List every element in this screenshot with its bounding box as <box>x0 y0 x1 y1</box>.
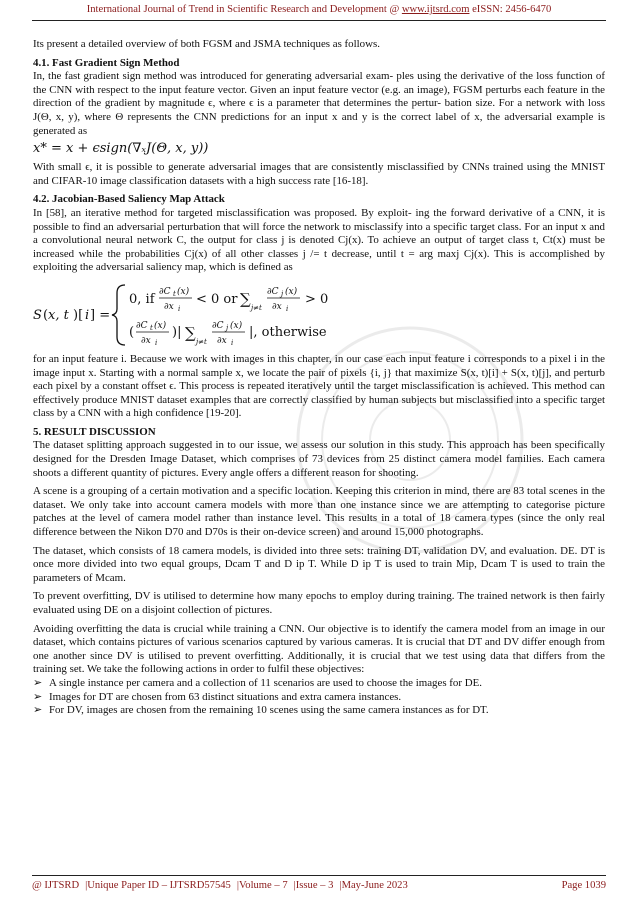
list-item <box>33 691 605 705</box>
section-5-paragraph-2: A scene is a grouping of a certain motivation and a specific location. Keeping this criterion in mind, there are 83 total scenes in the dataset. We only take into account camera models with more than one instance since we are attempting to categorise picture patches at the level of camera model rather than instance level. This results in a total of 18 camera types (since the only real difference between the Nikon D70 and D70s is their on-device screen) and around 15,000 photographs. <box>33 485 605 539</box>
header-rule <box>32 20 606 21</box>
footer-paper-id: Unique Paper ID – IJTSRD57545 <box>87 880 231 891</box>
section-4-2-heading: 4.2. Jacobian-Based Saliency Map Attack <box>33 193 225 206</box>
svg-text:(x): (x) <box>154 320 167 331</box>
svg-text:j≠t: j≠t <box>196 337 207 346</box>
section-4-2-paragraph-2: for an input feature i. Because we work with images in this chapter, in our case each input feature i corresponds to a pixel i in the image input x. Starting with a normal sample x, we locate the pair of pixels {i, j} that maximize S(x, t)[i] + S(x, t)[j], and perturb each pixel by a constant offset ϵ. This process is repeated iteratively until the target misclassification is achieved. This method can effectively produce MNIST dataset examples that are correctly classified by human subjects but misclassified into a specific target class by a CNN with a high confidence [19-20]. <box>33 352 605 420</box>
page-number: Page 1039 <box>561 880 606 891</box>
list-item-text: Images for DT are chosen from 63 distinct situations and extra camera instances. <box>49 690 402 703</box>
svg-text:j≠t: j≠t <box>251 303 262 312</box>
svg-text:∂C: ∂C <box>136 320 148 331</box>
svg-text:(: ( <box>43 307 49 323</box>
svg-text:< 0 or: < 0 or <box>196 291 238 307</box>
arrow-bullet-icon: ➢ <box>33 676 43 689</box>
svg-text:x, t: x, t <box>48 307 69 323</box>
svg-text:∂C: ∂C <box>212 320 224 331</box>
svg-text:∑: ∑ <box>240 289 251 308</box>
equation-fgsm: x* = x + ϵsign(∇ₓJ(Θ, x, y)) <box>33 141 209 157</box>
svg-text:∂x: ∂x <box>272 301 282 312</box>
section-4-1-paragraph-2: With small ϵ, it is possible to generate adversarial images that are consistently misclassified by CNNs trained using the MNIST and CIFAR-10 image classification datasets with a high success rate [16-18]. <box>33 161 605 187</box>
journal-site-link[interactable]: www.ijtsrd.com <box>401 4 470 15</box>
svg-text:i: i <box>85 307 90 323</box>
svg-text:|, otherwise: |, otherwise <box>249 324 327 340</box>
arrow-bullet-icon: ➢ <box>33 690 43 703</box>
svg-text:∑: ∑ <box>185 323 196 342</box>
list-item-text: For DV, images are chosen from the remaining 10 scenes using the same camera instances as for DT. <box>49 704 489 717</box>
footer-date: May-June 2023 <box>341 880 408 891</box>
svg-text:∂x: ∂x <box>141 335 151 346</box>
running-footer: @ IJTSRD |Unique Paper ID – IJTSRD57545 |Volume – 7 |Issue – 3 |May-June 2023 Page 1039 <box>32 880 606 891</box>
arrow-bullet-icon: ➢ <box>33 704 43 717</box>
svg-text:j: j <box>281 289 284 298</box>
footer-volume: Volume – 7 <box>238 880 288 891</box>
svg-text:)|: )| <box>172 324 182 340</box>
svg-text:> 0: > 0 <box>305 291 329 307</box>
svg-text:(x): (x) <box>285 286 298 297</box>
section-4-2-paragraph-1: In [58], an iterative method for targeted misclassification was proposed. By exploit- ing the forward derivative of a CNN, it is possible to find an adversarial perturbation that will force the network to misclassify into a specific target class. For an input x and a convolutional neural network C, the output for class j is denoted Cj(x). To achieve an output of target class t, Ct(x) must be increased while the probabilities Cj(x) of all other classes j /= t decrease, until t = arg maxj Cj(x). This is accomplished by exploiting the adversarial saliency map, which is defined as <box>33 206 605 274</box>
svg-text:∂x: ∂x <box>164 301 174 312</box>
intro-paragraph: Its present a detailed overview of both FGSM and JSMA techniques as follows. <box>33 38 380 50</box>
svg-text:∂x: ∂x <box>217 335 227 346</box>
footer-issue: Issue – 3 <box>295 880 334 891</box>
list-item <box>33 704 605 718</box>
svg-text:t: t <box>150 323 153 332</box>
objectives-list <box>33 677 605 718</box>
section-5-paragraph-3: The dataset, which consists of 18 camera models, is divided into three sets: training DT, validation DV, and evaluation. DE. DT is once more divided into two equal groups, Dcam T and D ip T. While D ip T is used to train Mip, Dcam T is used to train the parameters of Mcam. <box>33 544 605 584</box>
svg-text:(: ( <box>129 324 135 340</box>
svg-text:] =: ] = <box>90 307 111 323</box>
section-5-paragraph-5: Avoiding overfitting the data is crucial while training a CNN. Our objective is to identify the camera model from an image in our dataset, which contains pictures of various scenarios captured by various cameras. It is crucial that DT and DV differ enough from one another since DV is utilised to prevent overfitting. Additionally, it is crucial that we test using data that differs from the training set. We take the following actions in order to fulfil these objectives: <box>33 622 605 676</box>
journal-name: International Journal of Trend in Scientific Research and Development @ <box>86 4 402 15</box>
page-body <box>33 38 605 718</box>
svg-text:∂C: ∂C <box>267 286 279 297</box>
svg-text:t: t <box>173 289 176 298</box>
running-header <box>0 4 638 15</box>
section-5-paragraph-1: The dataset splitting approach suggested in to our issue, we assess our solution in this study. This approach has been specifically designed for the Dresden Image Dataset, which comprises of 73 devices from 25 distinct camera model families. Each camera shoots a different quantity of pictures. Every angle offers a different reason for shooting. <box>33 439 605 479</box>
svg-text:(x): (x) <box>230 320 243 331</box>
section-5-paragraph-4: To prevent overfitting, DV is utilised to determine how many epochs to employ during training. The trained network is then fairly evaluated using DE on a disjoint collection of pictures. <box>33 590 605 616</box>
svg-text:i: i <box>178 304 181 313</box>
section-5-heading: 5. RESULT DISCUSSION <box>33 425 156 438</box>
section-4-1-heading: 4.1. Fast Gradient Sign Method <box>33 56 180 69</box>
section-4-1-paragraph-1: In, the fast gradient sign method was introduced for generating adversarial exam- ples using the derivative of the loss function of the CNN with respect to the input feature vector. Given an input feature vector (e.g. an image), FGSM perturbs each feature in the direction of the gradient by magnitude ϵ, where ϵ is a parameter that determines the pertur- bation size. For a network with loss J(Θ, x, y), where Θ represents the CNN predictions for an input x and y is the correct label of x, the adversarial example is generated as <box>33 70 605 137</box>
svg-text:S: S <box>33 307 42 323</box>
svg-text:(x): (x) <box>177 286 190 297</box>
svg-text:0, if: 0, if <box>129 291 155 307</box>
svg-text:j: j <box>226 323 229 332</box>
equation-saliency-map <box>33 279 605 349</box>
svg-text:i: i <box>286 304 289 313</box>
svg-text:i: i <box>155 338 158 347</box>
svg-text:)[: )[ <box>73 307 84 323</box>
issn: eISSN: 2456-6470 <box>469 4 552 15</box>
footer-rule <box>32 875 606 876</box>
list-item <box>33 677 605 691</box>
svg-text:i: i <box>231 338 234 347</box>
footer-journal: @ IJTSRD <box>32 880 80 891</box>
svg-text:∂C: ∂C <box>159 286 171 297</box>
list-item-text: A single instance per camera and a collection of 11 scenarios are used to choose the images for DE. <box>49 676 482 689</box>
